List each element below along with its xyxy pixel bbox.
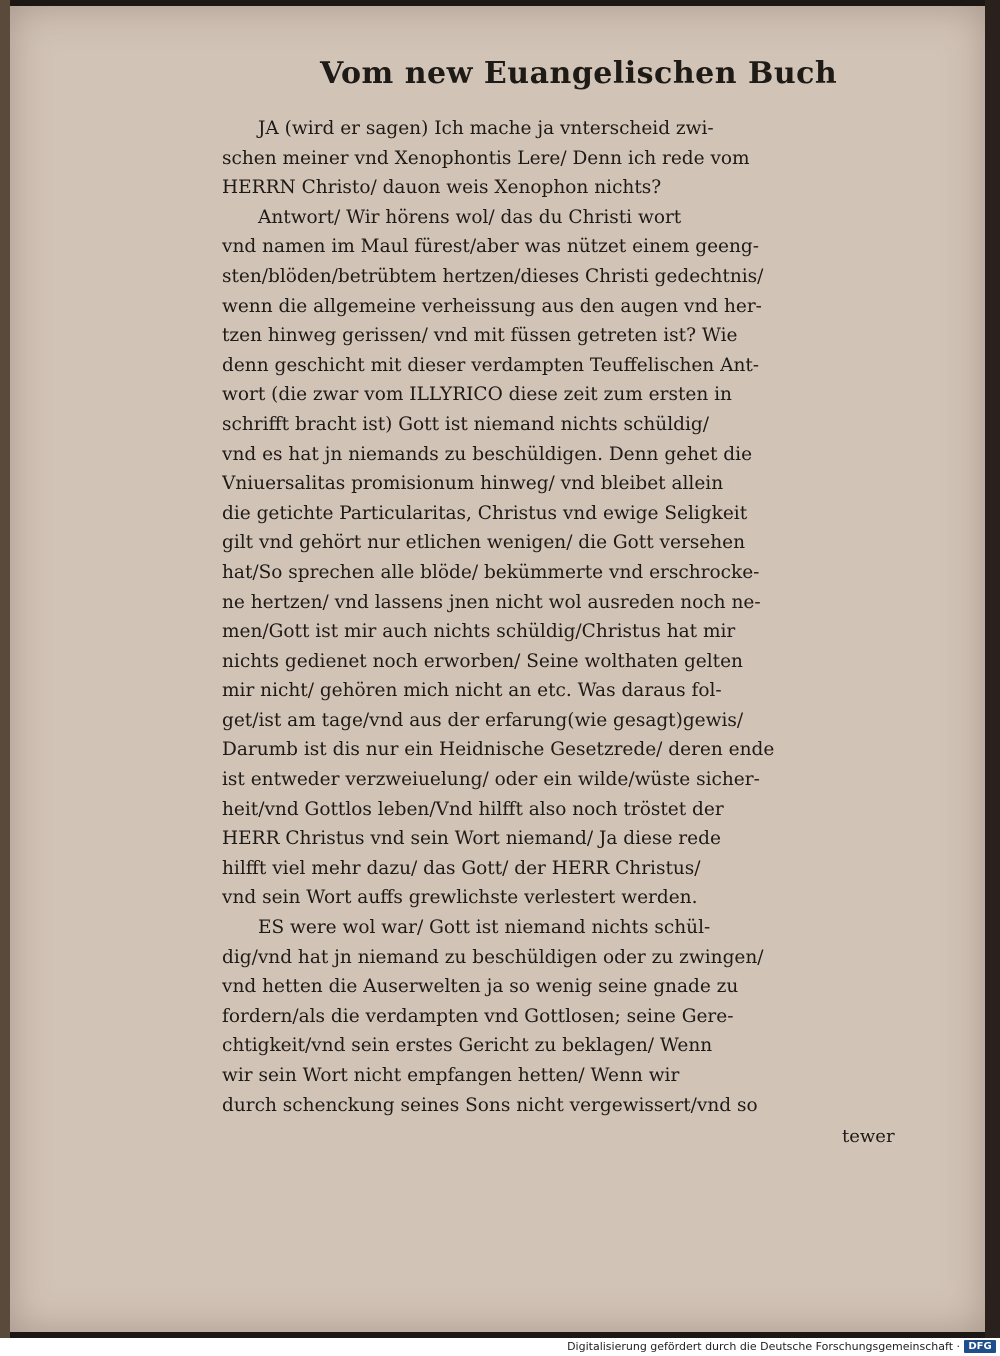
text-line: HERRN Christo/ dauon weis Xenophon nichts? — [222, 177, 662, 199]
text-line: hat/So sprechen alle blöde/ bekümmerte vnd erschrocke- — [222, 561, 760, 583]
text-line: die getichte Particularitas, Christus vnd ewige Seligkeit — [222, 502, 748, 524]
text-line: heit/vnd Gottlos leben/Vnd hilfft also noch tröstet der — [222, 798, 724, 820]
text-line: wenn die allgemeine verheissung aus den augen vnd her- — [222, 295, 762, 317]
footer-credit: Digitalisierung gefördert durch die Deutsche Forschungsgemeinschaft · — [567, 1340, 960, 1353]
text-line: men/Gott ist mir auch nichts schüldig/Christus hat mir — [222, 621, 736, 643]
text-line: Vniuersalitas promisionum hinweg/ vnd bleibet allein — [222, 473, 724, 495]
page-edge-right — [985, 0, 1000, 1338]
text-line: Darumb ist dis nur ein Heidnische Gesetzrede/ deren ende — [222, 739, 775, 761]
text-line: vnd hetten die Auserwelten ja so wenig seine gnade zu — [222, 976, 739, 998]
text-line: vnd namen im Maul fürest/aber was nützet einem geeng- — [222, 236, 760, 258]
text-line: fordern/als die verdampten vnd Gottlosen; seine Gere- — [222, 1005, 734, 1027]
text-line: chtigkeit/vnd sein erstes Gericht zu beklagen/ Wenn — [222, 1035, 713, 1057]
text-line: schrifft bracht ist) Gott ist niemand nichts schüldig/ — [222, 413, 709, 435]
text-line: nichts gedienet noch erworben/ Seine wolthaten gelten — [222, 650, 743, 672]
text-line: wir sein Wort nicht empfangen hetten/ Wenn wir — [222, 1065, 680, 1086]
text-line: ne hertzen/ vnd lassens jnen nicht wol ausreden noch ne- — [222, 591, 761, 613]
text-line: JA (wird er sagen) Ich mache ja vnterscheid zwi- — [258, 118, 714, 139]
text-line: schen meiner vnd Xenophontis Lere/ Denn ich rede vom — [222, 147, 750, 169]
text-line: wort (die zwar vom ILLYRICO diese zeit zum ersten in — [222, 384, 732, 406]
text-line: hilfft viel mehr dazu/ das Gott/ der HERR Christus/ — [222, 857, 701, 879]
text-line: mir nicht/ gehören mich nicht an etc. Was daraus fol- — [222, 680, 722, 702]
text-line: sten/blöden/betrübtem hertzen/dieses Christi gedechtnis/ — [222, 265, 764, 287]
text-line: durch schenckung seines Sons nicht vergewissert/vnd so — [222, 1094, 758, 1116]
text-line: get/ist am tage/vnd aus der erfarung(wie gesagt)gewis/ — [222, 709, 744, 731]
text-line: ES were wol war/ Gott ist niemand nichts schül- — [258, 917, 711, 939]
text-line: Antwort/ Wir hörens wol/ das du Christi wort — [258, 206, 682, 228]
text-line: tzen hinweg gerissen/ vnd mit füssen getreten ist? Wie — [222, 325, 738, 347]
catchword: tewer — [842, 1126, 895, 1147]
dfg-logo: DFG — [964, 1340, 996, 1353]
text-line: gilt vnd gehört nur etlichen wenigen/ die Gott versehen — [222, 532, 746, 554]
page-header: Vom new Euangelischen Buch — [320, 56, 838, 91]
text-line: HERR Christus vnd sein Wort niemand/ Ja diese rede — [222, 828, 721, 850]
text-line: dig/vnd hat jn niemand zu beschüldigen oder zu zwingen/ — [222, 946, 764, 968]
body-text — [222, 114, 882, 1120]
text-line: ist entweder verzweiuelung/ oder ein wilde/wüste sicher- — [222, 769, 760, 791]
text-line: denn geschicht mit dieser verdampten Teuffelischen Ant- — [222, 354, 760, 376]
text-line: vnd es hat jn niemands zu beschüldigen. Denn gehet die — [222, 443, 753, 465]
footer-bar — [0, 1338, 1000, 1356]
text-line: vnd sein Wort auffs grewlichste verlestert werden. — [222, 887, 698, 909]
binding-edge — [0, 0, 10, 1338]
